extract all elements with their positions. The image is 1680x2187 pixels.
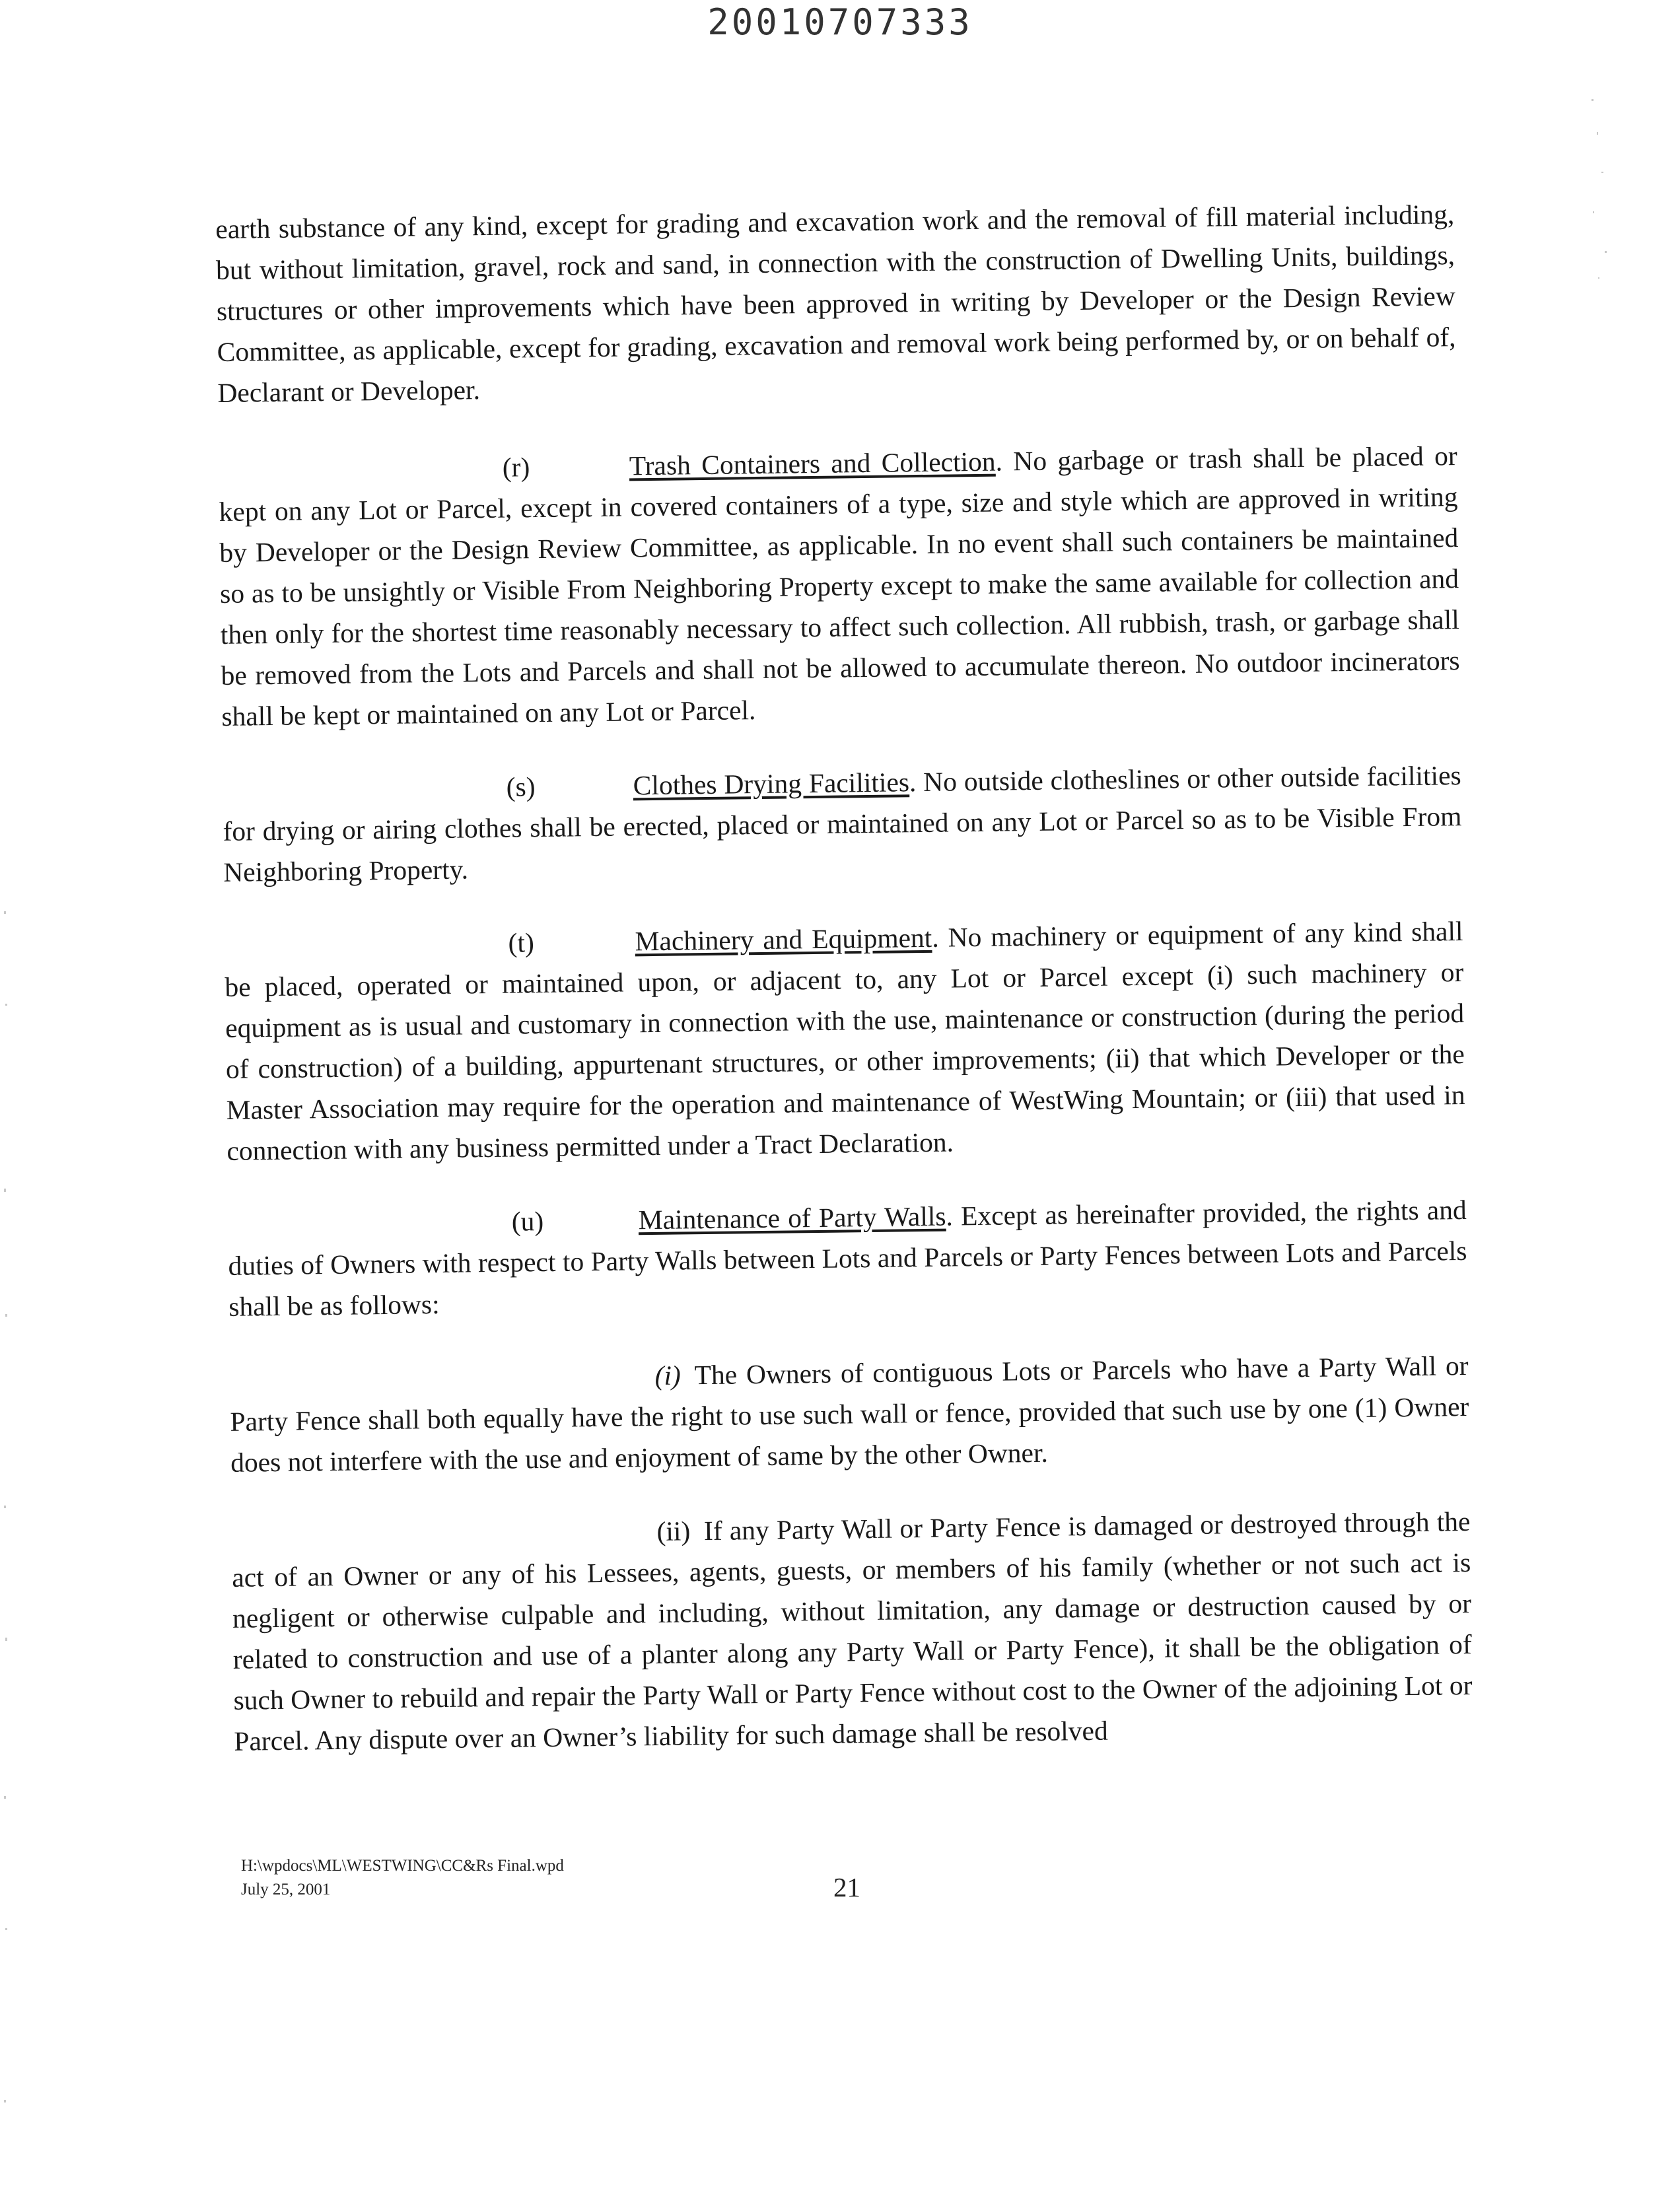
- paragraph-text: . No machinery or equipment of any kind shall be placed, operated or maintained upon, or adjacent to, any Lot or Parcel except (i) such machinery or equipment as is usual and customary in connection with the use, maintenance or construction (during the period of construction) of a building, appurtenant structures, or other improvements; (ii) that which Developer or the Master Association may require for the operation and maintenance of WestWing Mountain; or (iii) that used in connection with any business permitted under a Tract Declaration.: [225, 915, 1465, 1166]
- paragraph-text: . No outside clotheslines or other outside facilities for drying or airing clothes shall be erected, placed or maintained on any Lot or Parcel so as to be Visible From Neighboring Property.: [223, 760, 1462, 887]
- paragraph-heading: Trash Containers and Collection: [629, 446, 996, 481]
- page-number: 21: [833, 1872, 860, 1902]
- paragraph-heading: Maintenance of Party Walls: [638, 1200, 946, 1235]
- paragraph-label: (ii): [656, 1515, 691, 1546]
- paragraph-text: . No garbage or trash shall be placed or kept on any Lot or Parcel, except in covered containers of a type, size and style which are approved in writing by Developer or the Design Review Committee, as applicable. In no event shall such containers be maintained so as to be unsightly or Visible From Neighboring Property except to make the same available for collection and then only for the shortest time reasonably necessary to affect such collection. All rubbish, trash, or garbage shall be removed from the Lots and Parcels and shall not be allowed to accumulate thereon. No outdoor incinerators shall be kept or maintained on any Lot or Parcel.: [219, 440, 1460, 732]
- paragraph-text: If any Party Wall or Party Fence is damaged or destroyed through the act of an Owner or any of his Lessees, agents, guests, or members of his family (whether or not such act is negligent or otherwise culpable and including, without limitation, any damage or destruction caused by or related to construction and use of a planter along any Party Wall or Party Fence), it shall be the obligation of such Owner to rebuild and repair the Party Wall or Party Fence without cost to the Owner of the adjoining Lot or Parcel. Any dispute over an Owner’s liability for such damage shall be resolved: [232, 1506, 1473, 1756]
- paragraph-label: (r): [502, 452, 530, 483]
- paragraph-label: (s): [506, 771, 536, 802]
- document-number: 20010707333: [707, 1, 973, 43]
- paragraph-heading: Machinery and Equipment: [635, 922, 932, 957]
- paragraph-label: (u): [511, 1206, 544, 1237]
- footer-file-path: H:\wpdocs\ML\WESTWING\CC&Rs Final.wpd: [241, 1857, 564, 1875]
- paragraph-label: (t): [508, 927, 535, 958]
- paragraph-text: earth substance of any kind, except for grading and excavation work and the removal of fill material including, but without limitation, gravel, rock and sand, in connection with the construction of Dwelling Units, buildings, structures or other improvements which have been approved in writing by Developer or the Design Review Committee, as applicable, except for grading, excavation and removal work being performed by, or on behalf of, Declarant or Developer.: [215, 199, 1456, 408]
- paragraph-text: . Except as hereinafter provided, the rights and duties of Owners with respect to Party Walls between Lots and Parcels or Party Fences between Lots and Parcels shall be as follows:: [228, 1194, 1467, 1322]
- paragraph-heading: Clothes Drying Facilities: [633, 767, 910, 801]
- footer-date: July 25, 2001: [241, 1881, 331, 1898]
- paragraph-label: (i): [654, 1360, 682, 1391]
- paragraph-text: The Owners of contiguous Lots or Parcels who have a Party Wall or Party Fence shall both equally have the right to use such wall or fence, provided that such use by one (1) Owner does not interfere with the use and enjoyment of same by the other Owner.: [230, 1350, 1469, 1478]
